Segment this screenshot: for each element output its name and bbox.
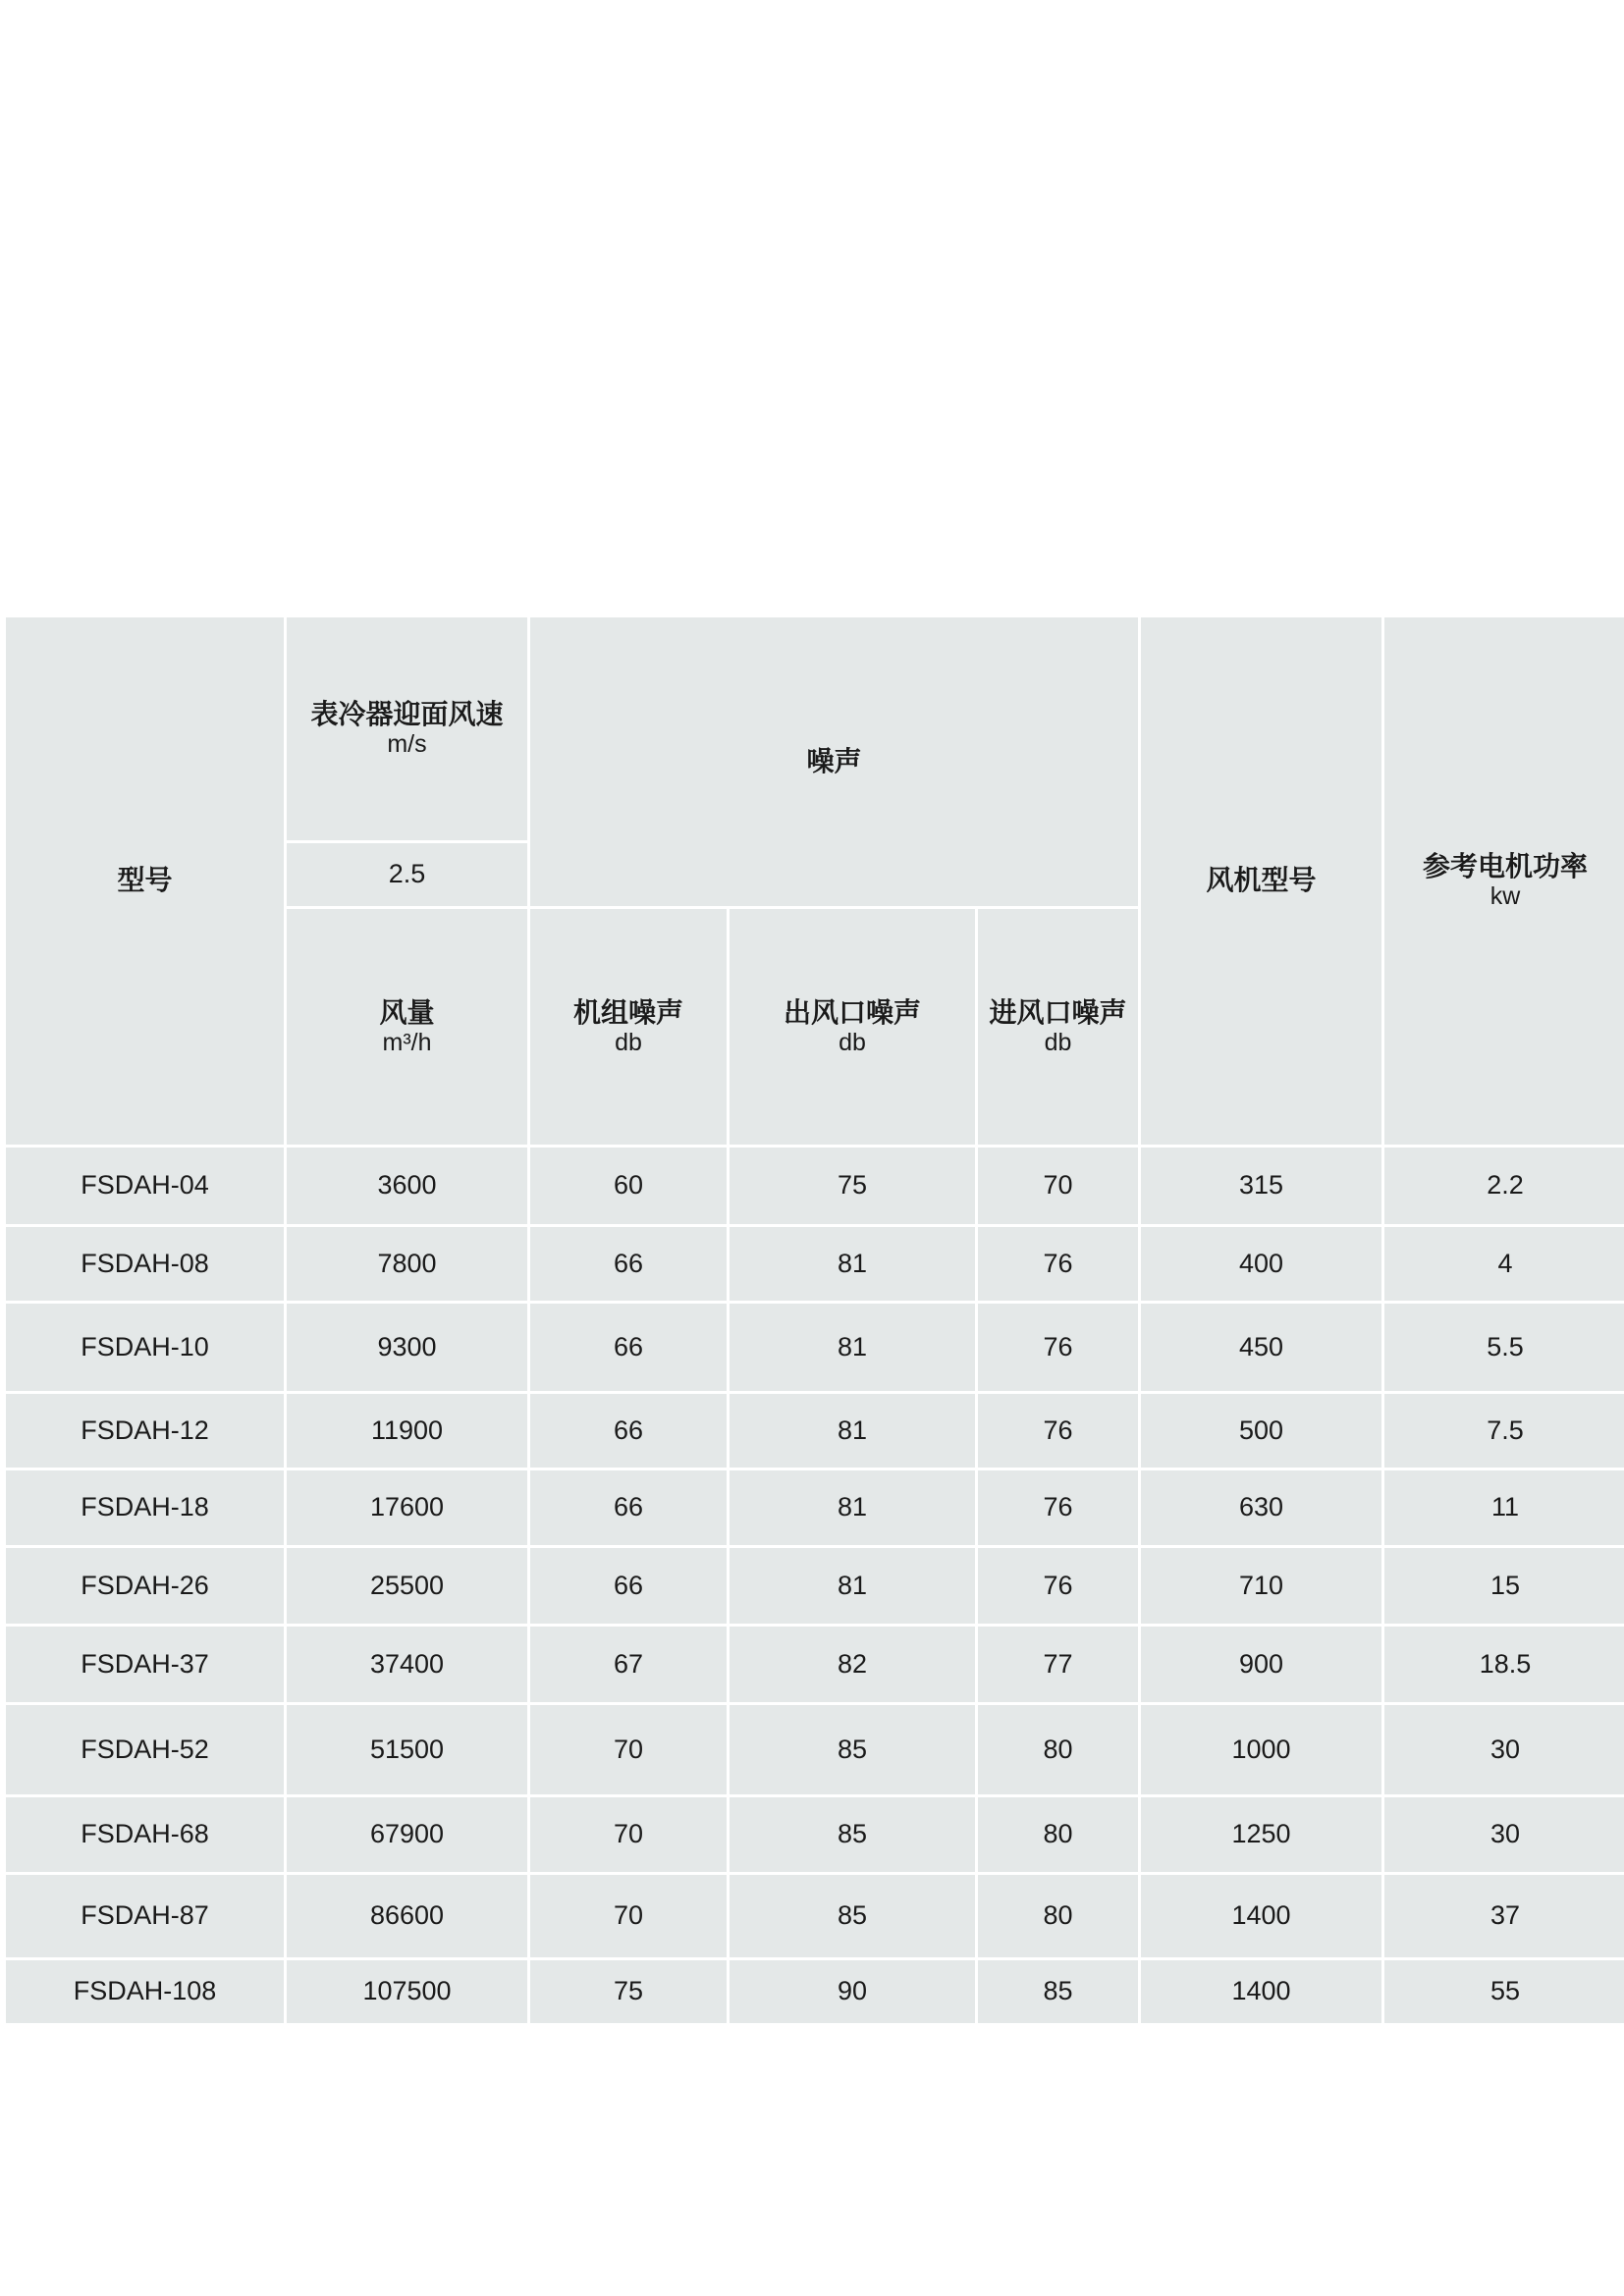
cell-airflow: 7800 [287, 1227, 527, 1301]
cell-model: FSDAH-52 [6, 1705, 284, 1794]
cell-unit-noise: 75 [530, 1960, 727, 2023]
cell-model: FSDAH-08 [6, 1227, 284, 1301]
cell-outlet-noise: 85 [730, 1705, 975, 1794]
cell-inlet-noise: 85 [978, 1960, 1138, 2023]
header-face-velocity-value: 2.5 [287, 843, 527, 906]
cell-model: FSDAH-87 [6, 1875, 284, 1957]
cell-airflow: 86600 [287, 1875, 527, 1957]
table-row [6, 1227, 1624, 1301]
table-row [6, 1960, 1624, 2023]
header-unit-noise-unit: db [615, 1028, 642, 1056]
cell-motor-power: 30 [1384, 1705, 1624, 1794]
cell-airflow: 17600 [287, 1470, 527, 1545]
cell-motor-power: 2.2 [1384, 1148, 1624, 1224]
cell-outlet-noise: 90 [730, 1960, 975, 2023]
table-row [6, 1705, 1624, 1794]
cell-fan-model: 710 [1141, 1548, 1381, 1624]
cell-airflow: 37400 [287, 1627, 527, 1702]
cell-inlet-noise: 76 [978, 1548, 1138, 1624]
header-outlet-noise-unit: db [839, 1028, 866, 1056]
cell-inlet-noise: 70 [978, 1148, 1138, 1224]
header-unit-noise [530, 909, 727, 1145]
header-motor-power [1384, 617, 1624, 1145]
cell-airflow: 67900 [287, 1797, 527, 1872]
cell-outlet-noise: 81 [730, 1548, 975, 1624]
cell-fan-model: 500 [1141, 1394, 1381, 1468]
cell-model: FSDAH-12 [6, 1394, 284, 1468]
table-row [6, 1470, 1624, 1545]
cell-motor-power: 11 [1384, 1470, 1624, 1545]
header-fan-model-label: 风机型号 [1206, 865, 1317, 896]
cell-inlet-noise: 80 [978, 1797, 1138, 1872]
header-motor-power-label: 参考电机功率 [1422, 851, 1588, 882]
header-unit-noise-label: 机组噪声 [572, 996, 683, 1028]
table-row [6, 1548, 1624, 1624]
cell-unit-noise: 66 [530, 1227, 727, 1301]
table-row [6, 1875, 1624, 1957]
cell-unit-noise: 66 [530, 1470, 727, 1545]
header-outlet-noise [730, 909, 975, 1145]
cell-fan-model: 400 [1141, 1227, 1381, 1301]
cell-outlet-noise: 85 [730, 1875, 975, 1957]
header-airflow-unit: m³/h [382, 1028, 432, 1056]
header-airflow-label: 风量 [379, 996, 435, 1028]
cell-inlet-noise: 80 [978, 1875, 1138, 1957]
cell-fan-model: 1000 [1141, 1705, 1381, 1794]
cell-outlet-noise: 81 [730, 1304, 975, 1391]
cell-model: FSDAH-04 [6, 1148, 284, 1224]
cell-inlet-noise: 80 [978, 1705, 1138, 1794]
header-face-velocity-label: 表冷器迎面风速 [310, 699, 504, 730]
cell-motor-power: 37 [1384, 1875, 1624, 1957]
cell-airflow: 107500 [287, 1960, 527, 2023]
cell-fan-model: 630 [1141, 1470, 1381, 1545]
cell-motor-power: 55 [1384, 1960, 1624, 2023]
cell-inlet-noise: 76 [978, 1394, 1138, 1468]
cell-fan-model: 1400 [1141, 1960, 1381, 2023]
cell-motor-power: 18.5 [1384, 1627, 1624, 1702]
cell-outlet-noise: 81 [730, 1227, 975, 1301]
cell-airflow: 51500 [287, 1705, 527, 1794]
header-fan-model [1141, 617, 1381, 1145]
cell-fan-model: 315 [1141, 1148, 1381, 1224]
cell-outlet-noise: 82 [730, 1627, 975, 1702]
header-noise-label: 噪声 [806, 745, 862, 776]
cell-model: FSDAH-18 [6, 1470, 284, 1545]
cell-model: FSDAH-108 [6, 1960, 284, 2023]
cell-motor-power: 4 [1384, 1227, 1624, 1301]
header-face-velocity-unit: m/s [387, 730, 427, 759]
cell-model: FSDAH-26 [6, 1548, 284, 1624]
header-face-velocity [287, 617, 527, 840]
cell-fan-model: 1250 [1141, 1797, 1381, 1872]
header-model [6, 617, 284, 1145]
header-inlet-noise-label: 进风口噪声 [989, 996, 1127, 1028]
cell-model: FSDAH-10 [6, 1304, 284, 1391]
table-row [6, 1394, 1624, 1468]
cell-outlet-noise: 81 [730, 1394, 975, 1468]
cell-inlet-noise: 76 [978, 1470, 1138, 1545]
spec-table [3, 614, 1624, 2026]
header-outlet-noise-label: 出风口噪声 [783, 996, 921, 1028]
cell-fan-model: 1400 [1141, 1875, 1381, 1957]
table-row [6, 1797, 1624, 1872]
header-airflow [287, 909, 527, 1145]
header-inlet-noise [978, 909, 1138, 1145]
cell-motor-power: 15 [1384, 1548, 1624, 1624]
cell-airflow: 11900 [287, 1394, 527, 1468]
header-model-label: 型号 [117, 865, 173, 896]
header-noise [530, 617, 1138, 906]
cell-outlet-noise: 75 [730, 1148, 975, 1224]
table-row [6, 1148, 1624, 1224]
cell-model: FSDAH-68 [6, 1797, 284, 1872]
cell-unit-noise: 70 [530, 1797, 727, 1872]
cell-unit-noise: 67 [530, 1627, 727, 1702]
cell-inlet-noise: 76 [978, 1304, 1138, 1391]
cell-motor-power: 5.5 [1384, 1304, 1624, 1391]
table-body [6, 1148, 1624, 2023]
cell-unit-noise: 70 [530, 1875, 727, 1957]
cell-motor-power: 30 [1384, 1797, 1624, 1872]
table-row [6, 1627, 1624, 1702]
cell-outlet-noise: 85 [730, 1797, 975, 1872]
cell-unit-noise: 66 [530, 1394, 727, 1468]
cell-inlet-noise: 77 [978, 1627, 1138, 1702]
cell-outlet-noise: 81 [730, 1470, 975, 1545]
cell-inlet-noise: 76 [978, 1227, 1138, 1301]
cell-airflow: 9300 [287, 1304, 527, 1391]
cell-unit-noise: 66 [530, 1304, 727, 1391]
cell-unit-noise: 70 [530, 1705, 727, 1794]
cell-fan-model: 450 [1141, 1304, 1381, 1391]
cell-fan-model: 900 [1141, 1627, 1381, 1702]
table-row [6, 1304, 1624, 1391]
cell-unit-noise: 60 [530, 1148, 727, 1224]
cell-model: FSDAH-37 [6, 1627, 284, 1702]
cell-motor-power: 7.5 [1384, 1394, 1624, 1468]
header-motor-power-unit: kw [1489, 882, 1521, 911]
cell-unit-noise: 66 [530, 1548, 727, 1624]
cell-airflow: 3600 [287, 1148, 527, 1224]
header-inlet-noise-unit: db [1044, 1028, 1072, 1056]
cell-airflow: 25500 [287, 1548, 527, 1624]
